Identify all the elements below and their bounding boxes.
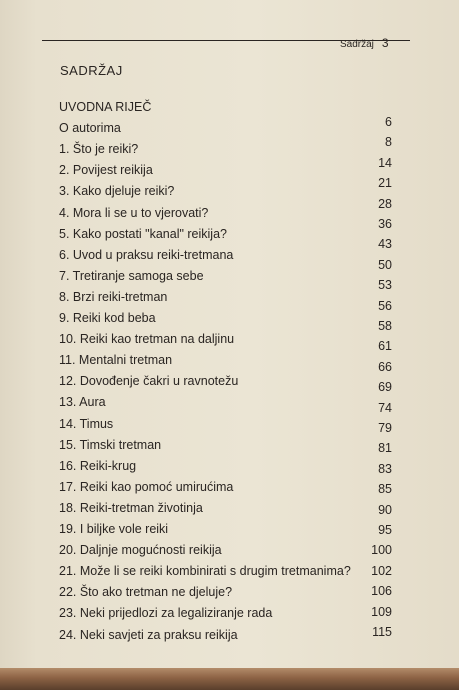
page-bottom-edge xyxy=(0,668,459,690)
toc-page-number: 100 xyxy=(371,543,392,558)
toc-page-number: 109 xyxy=(371,604,392,619)
toc-entry: 18. Reiki-tretman životinja xyxy=(59,500,203,515)
toc-page-number: 36 xyxy=(378,217,392,231)
toc-entry: 20. Daljnje mogućnosti reikija xyxy=(59,543,222,558)
toc-page-number: 90 xyxy=(378,502,392,517)
toc-page-number: 6 xyxy=(385,115,392,129)
toc-entry: 15. Timski tretman xyxy=(59,437,162,452)
toc-page-number: 28 xyxy=(378,196,392,211)
toc-entry: 8. Brzi reiki-tretman xyxy=(59,289,168,304)
toc-entry: 2. Povijest reikija xyxy=(59,163,153,178)
toc-entry: 3. Kako djeluje reiki? xyxy=(59,184,175,199)
toc-entry: 17. Reiki kao pomoć umirućima xyxy=(59,479,234,494)
toc-entry: 21. Može li se reiki kombinirati s drugim tretmanima? xyxy=(59,564,351,579)
toc-page-number: 66 xyxy=(378,359,392,374)
toc-page-number: 74 xyxy=(378,400,392,415)
toc-entry: 16. Reiki-krug xyxy=(59,458,137,473)
toc-page-number: 81 xyxy=(378,441,392,456)
toc-page-number: 106 xyxy=(371,584,392,599)
toc-page-number: 58 xyxy=(378,319,392,333)
toc-page-number: 95 xyxy=(378,523,392,537)
toc-entry: UVODNA RIJEČ xyxy=(59,100,152,114)
toc-page-number: 21 xyxy=(378,176,392,191)
toc-page-number: 115 xyxy=(372,625,392,639)
toc-page-number: 50 xyxy=(378,257,392,272)
toc-page-number: 69 xyxy=(378,380,392,395)
toc-entry: 10. Reiki kao tretman na daljinu xyxy=(59,332,235,347)
toc-entry: 5. Kako postati "kanal" reikija? xyxy=(59,226,227,241)
toc-entry: 7. Tretiranje samoga sebe xyxy=(59,268,204,283)
toc-entry: 4. Mora li se u to vjerovati? xyxy=(59,205,209,220)
toc-page-number: 14 xyxy=(378,155,392,170)
toc-page-number: 53 xyxy=(378,278,392,293)
toc-page-number: 61 xyxy=(378,339,392,354)
toc-entry: 23. Neki prijedlozi za legaliziranje rada xyxy=(59,606,273,621)
running-head xyxy=(340,36,430,50)
toc-page-number: 56 xyxy=(378,298,392,313)
toc-entry: 22. Što ako tretman ne djeluje? xyxy=(59,585,233,600)
toc-page-number: 79 xyxy=(378,421,392,435)
toc-page-number: 85 xyxy=(378,482,392,497)
toc-entry: 11. Mentalni tretman xyxy=(59,353,173,368)
toc-entry: 9. Reiki kod beba xyxy=(59,311,156,325)
toc-entry: 13. Aura xyxy=(59,395,106,410)
toc-heading: SADRŽAJ xyxy=(60,63,123,78)
toc-entry: 14. Timus xyxy=(59,416,114,431)
running-title: Sadržaj xyxy=(340,39,374,50)
toc-page-number: 83 xyxy=(378,461,392,476)
toc-entry: 24. Neki savjeti za praksu reikija xyxy=(59,627,238,642)
toc-page-number: 43 xyxy=(378,237,392,252)
toc-page-number: 102 xyxy=(371,563,392,578)
toc-entry: 12. Dovođenje čakri u ravnotežu xyxy=(59,374,239,389)
toc-entry: 6. Uvod u praksu reiki-tretmana xyxy=(59,247,234,262)
toc-page-number: 8 xyxy=(385,135,392,150)
toc-entry: 19. I biljke vole reiki xyxy=(59,522,169,536)
page-number: 3 xyxy=(381,36,389,50)
toc-entry: O autorima xyxy=(59,121,121,136)
toc-entry: 1. Što je reiki? xyxy=(59,142,139,157)
